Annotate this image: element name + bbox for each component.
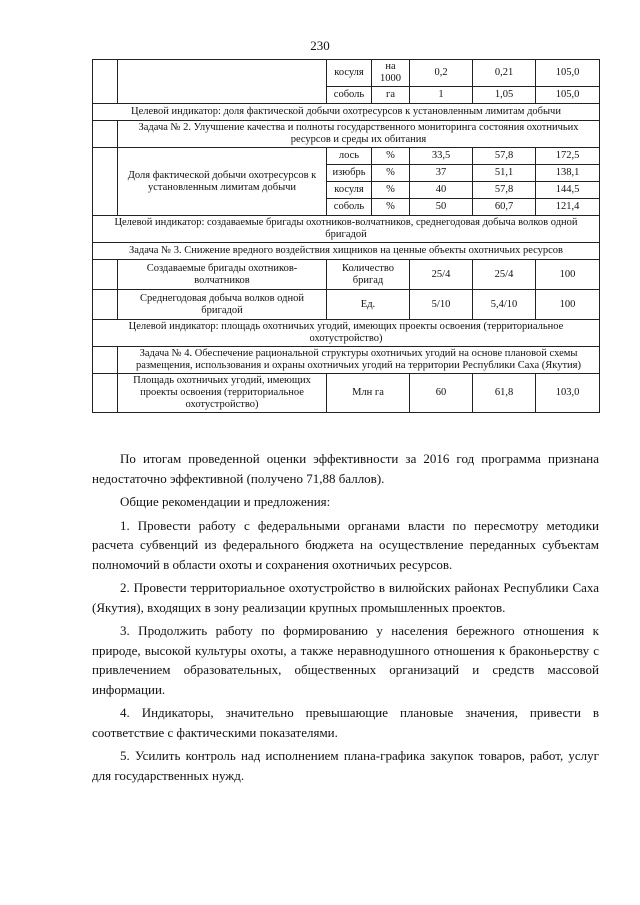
task-row: Задача № 4. Обеспечение рациональной структуры охотничьих угодий на основе плановой схемы размещения, использования и охраны охотничьих угодий на территории Республики Саха (Якутия) <box>93 347 600 374</box>
paragraph: По итогам проведенной оценки эффективности за 2016 год программа признана недостаточно эффективной (получено 71,88 баллов). <box>92 451 599 486</box>
indicators-table <box>92 59 600 413</box>
page-number: 230 <box>310 38 330 53</box>
paragraph: 5. Усилить контроль над исполнением плана-графика закупок товаров, работ, услуг для государственных нужд. <box>92 748 599 783</box>
task-row: Задача № 3. Снижение вредного воздействия хищников на ценные объекты охотничьих ресурсов <box>93 243 600 260</box>
table-row: Доля фактической добычи охотресурсов к установленным лимитам добычи лось % 33,5 57,8 172,5 <box>93 148 600 165</box>
target-indicator-row: Целевой индикатор: создаваемые бригады охотников-волчатников, среднегодовая добыча волков одной бригадой <box>93 216 600 243</box>
table-row: Среднегодовая добыча волков одной бригадой Ед. 5/10 5,4/10 100 <box>93 290 600 320</box>
document-body <box>92 449 599 789</box>
table-row: соболь % 50 60,7 121,4 <box>93 199 600 216</box>
paragraph: 2. Провести территориальное охотустройство в вилюйских районах Республики Саха (Якутия), входящих в зону реализации крупных промышленных проектов. <box>92 580 599 615</box>
paragraph: 1. Провести работу с федеральными органами власти по пересмотру методики расчета субвенций из федерального бюджета на осуществление переданных субъектам полномочий в области охоты и сохранения охотничьих ресурсов. <box>92 517 599 572</box>
paragraph: 4. Индикаторы, значительно превышающие плановые значения, привести в соответствие с фактическими показателями. <box>92 705 599 740</box>
task-row: Задача № 2. Улучшение качества и полноты государственного мониторинга состояния охотничьих ресурсов и среды их обитания <box>93 121 600 148</box>
table-row: Площадь охотничьих угодий, имеющих проекты освоения (территориальное охотустройство) Млн га 60 61,8 103,0 <box>93 374 600 413</box>
table-row: косуля на 1000 0,2 0,21 105,0 <box>93 60 600 87</box>
table-row: соболь га 1 1,05 105,0 <box>93 87 600 104</box>
paragraph: 3. Продолжить работу по формированию у населения бережного отношения к природе, высокой культуры охоты, а также неравнодушного отношения к браконьерству с привлечением образовательных, общественных организаций и средств массовой информации. <box>92 623 599 697</box>
target-indicator-row: Целевой индикатор: доля фактической добычи охотресурсов к установленным лимитам добычи <box>93 104 600 121</box>
table-row: Создаваемые бригады охотников-волчатников Количество бригад 25/4 25/4 100 <box>93 260 600 290</box>
target-indicator-row: Целевой индикатор: площадь охотничьих угодий, имеющих проекты освоения (территориальное охотустройство) <box>93 320 600 347</box>
table-row: косуля % 40 57,8 144,5 <box>93 182 600 199</box>
paragraph: Общие рекомендации и предложения: <box>120 494 331 509</box>
table-row: изюбрь % 37 51,1 138,1 <box>93 165 600 182</box>
